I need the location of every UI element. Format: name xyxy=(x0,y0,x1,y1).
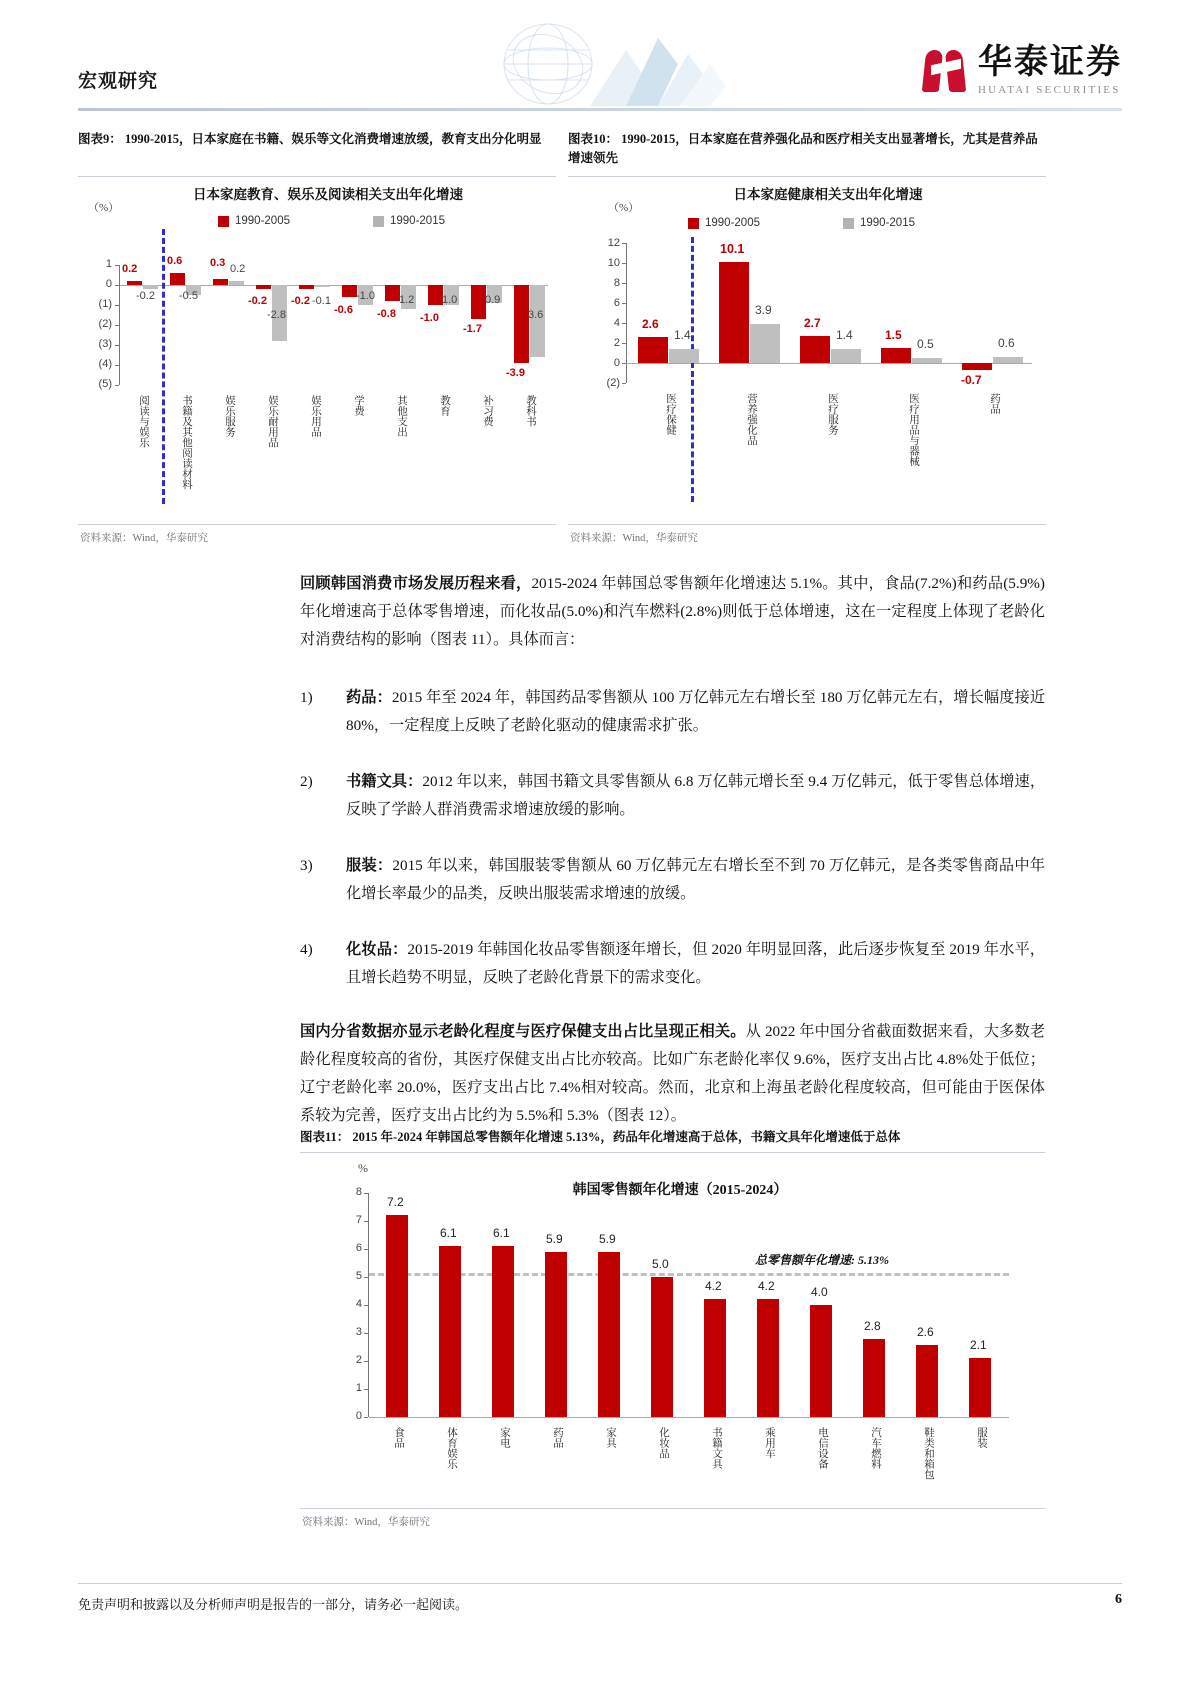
exhibit-10-caption: 图表10： 1990-2015，日本家庭在营养强化品和医疗相关支出显著增长，尤其是营养品增速领先 xyxy=(568,132,1038,166)
bar-value-label: 4.2 xyxy=(758,1279,775,1293)
exhibit-10-source-row xyxy=(568,524,1046,545)
exhibit-9-source: 资料来源：Wind，华泰研究 xyxy=(80,533,208,544)
paragraph-province-analysis xyxy=(300,1018,1045,1131)
legend-label-1: 1990-2005 xyxy=(705,217,760,229)
bar-gray xyxy=(993,357,1023,363)
exhibit-9-chart-title: 日本家庭教育、娱乐及阅读相关支出年化增速 xyxy=(193,187,463,202)
exhibit-11-zero-line xyxy=(369,1417,1009,1418)
bar-red xyxy=(439,1246,461,1417)
bar-value-label: 5.0 xyxy=(652,1257,669,1271)
exhibit-10-chart-title: 日本家庭健康相关支出年化增速 xyxy=(733,187,923,202)
exhibit-11-cat-8: 乘用车 xyxy=(764,1427,775,1459)
bar-gray xyxy=(143,285,158,289)
bar-red xyxy=(471,285,486,319)
bar-value-label: -0.2 xyxy=(248,295,267,307)
exhibit-9-ytick-1: 1 xyxy=(105,258,112,270)
exhibit-9-cat-10: 教科书 xyxy=(525,395,536,427)
exhibit-11-ytick-6: 6 xyxy=(355,1242,362,1254)
exhibit-10-y-axis xyxy=(626,243,627,383)
list-item-2-text: 2012 年以来，韩国书籍文具零售额从 6.8 万亿韩元增长至 9.4 万亿韩元，低于零售总体增速，反映了学龄人群消费需求增速放缓的影响。 xyxy=(346,773,1046,819)
paragraph-lead-bold: 回顾韩国消费市场发展历程来看， xyxy=(300,575,532,592)
exhibit-10-chart-area xyxy=(568,176,1046,525)
exhibit-9-ytick-n2: (2) xyxy=(98,318,112,330)
bar-red xyxy=(385,285,400,301)
bar-red xyxy=(299,285,314,289)
exhibit-9-ytick-0: 0 xyxy=(105,278,112,290)
bar-value-label: 1.4 xyxy=(674,328,691,342)
bar-gray xyxy=(229,281,244,285)
exhibit-10-cat-5: 药品 xyxy=(989,393,1000,414)
footer-divider xyxy=(78,1583,1122,1584)
exhibit-11-cat-10: 汽车燃料 xyxy=(870,1427,881,1469)
exhibit-9-ytick-n5: (5) xyxy=(98,378,112,390)
bar-red xyxy=(810,1305,832,1417)
bar-value-label: -0.7 xyxy=(961,373,982,387)
exhibit-9-source-row xyxy=(78,524,556,545)
exhibit-10-ytick-n2: (2) xyxy=(606,377,620,389)
bar-value-label: 3.6 xyxy=(528,309,544,321)
list-item-1-text: 2015 年至 2024 年，韩国药品零售额从 100 万亿韩元左右增长至 180 万亿韩元左右，增长幅度接近 80%，一定程度上反映了老龄化驱动的健康需求扩张。 xyxy=(346,689,1046,735)
list-item-3-bold: 服装： xyxy=(346,857,393,874)
exhibit-11-ytick-8: 8 xyxy=(355,1186,362,1198)
exhibit-10-ytick-12: 12 xyxy=(607,237,620,249)
list-item-3 xyxy=(300,852,1045,908)
bar-red xyxy=(638,337,668,363)
exhibit-9-cat-8: 教育 xyxy=(439,395,450,416)
brand-name-en: HUATAI SECURITIES xyxy=(978,84,1121,96)
exhibit-10-cat-4: 医疗用品与器械 xyxy=(908,393,919,467)
exhibit-10 xyxy=(568,130,1046,169)
bar-value-label: 6.1 xyxy=(440,1226,457,1240)
page-number: 6 xyxy=(1115,1592,1122,1607)
paragraph-2-lead-bold: 国内分省数据亦显示老龄化程度与医疗保健支出占比呈现正相关。 xyxy=(300,1023,746,1040)
bar-value-label: 1.2 xyxy=(399,294,415,306)
bar-value-label: 0.3 xyxy=(210,257,226,269)
bar-gray xyxy=(315,285,330,287)
paragraph-2-text: 从 2022 年中国分省截面数据来看，大多数老龄化程度较高的省份，其医疗保健支出占比亦较高。比如广东老龄化率仅 9.6%，医疗支出占比 4.8%处于低位；辽宁老龄化率 20.0%，医疗支出占比 7.4%相对较高。然而，北京和上海虽老龄化程度较高，但可能由于医保体系较为完善，医疗支出占比约为 5.5%和 5.3%（图表 12）。 xyxy=(300,1023,1046,1125)
legend-swatch-red xyxy=(688,218,699,229)
bar-value-label: 0.2 xyxy=(122,263,138,275)
list-item-3-number: 3) xyxy=(300,857,313,874)
exhibit-11-cat-4: 药品 xyxy=(552,1427,563,1448)
page-header xyxy=(0,0,1200,120)
bar-value-label: 10.1 xyxy=(720,242,745,256)
bar-value-label: -0.8 xyxy=(377,308,396,320)
list-item-4 xyxy=(300,936,1045,992)
legend-label-2: 1990-2015 xyxy=(390,215,445,227)
exhibit-11-ytick-0: 0 xyxy=(355,1410,362,1422)
bar-value-label: 2.8 xyxy=(864,1319,881,1333)
exhibit-9-ytick-n1: (1) xyxy=(98,298,112,310)
exhibit-9-cat-6: 学费 xyxy=(353,395,364,416)
bar-gray xyxy=(530,285,545,357)
exhibit-11-cat-11: 鞋类和箱包 xyxy=(923,1427,934,1480)
bar-red xyxy=(545,1252,567,1417)
exhibit-10-legend-series-1 xyxy=(688,217,760,229)
exhibit-9-ytick-n3: (3) xyxy=(98,338,112,350)
bar-red xyxy=(514,285,529,363)
exhibit-11-ytick-2: 2 xyxy=(355,1354,362,1366)
bar-red xyxy=(704,1299,726,1417)
bar-value-label: 0.9 xyxy=(485,294,501,306)
bar-value-label: -1.7 xyxy=(463,323,482,335)
bar-gray xyxy=(912,358,942,363)
exhibit-9-caption: 图表9： 1990-2015，日本家庭在书籍、娱乐等文化消费增速放缓，教育支出分化明显 xyxy=(78,132,542,146)
legend-label-1: 1990-2005 xyxy=(235,215,290,227)
exhibit-10-ytick-2: 2 xyxy=(613,337,620,349)
legend-label-2: 1990-2015 xyxy=(860,217,915,229)
exhibit-11-ytick-7: 7 xyxy=(355,1214,362,1226)
bar-red xyxy=(598,1252,620,1417)
exhibit-10-y-unit: （%） xyxy=(608,202,640,214)
exhibit-10-ytick-6: 6 xyxy=(613,297,620,309)
exhibit-10-ytick-8: 8 xyxy=(613,277,620,289)
bar-red xyxy=(969,1358,991,1417)
company-logo xyxy=(924,46,1122,96)
bar-red xyxy=(428,285,443,305)
bar-value-label: 0.6 xyxy=(167,255,183,267)
bar-red xyxy=(962,363,992,370)
bar-value-label: 4.0 xyxy=(811,1285,828,1299)
exhibit-9-cat-4: 娱乐耐用品 xyxy=(267,395,278,448)
bar-value-label: 2.6 xyxy=(642,317,659,331)
bar-value-label: -0.1 xyxy=(312,295,331,307)
bar-value-label: 3.9 xyxy=(755,303,772,317)
bar-value-label: 0.5 xyxy=(917,337,934,351)
bar-gray xyxy=(669,349,699,363)
exhibit-10-source: 资料来源：Wind，华泰研究 xyxy=(570,533,698,544)
report-category: 宏观研究 xyxy=(78,71,159,92)
list-item-4-text: 2015-2019 年韩国化妆品零售额逐年增长，但 2020 年明显回落，此后逐步恢复至 2019 年水平，且增长趋势不明显，反映了老龄化背景下的需求变化。 xyxy=(346,941,1045,987)
bar-red xyxy=(170,273,185,285)
bar-value-label: -1.0 xyxy=(356,290,375,302)
exhibit-11-cat-1: 食品 xyxy=(393,1427,404,1448)
exhibit-11-cat-9: 电信设备 xyxy=(817,1427,828,1469)
bar-red xyxy=(492,1246,514,1417)
exhibit-11-ytick-4: 4 xyxy=(355,1298,362,1310)
bar-value-label: 5.9 xyxy=(546,1232,563,1246)
exhibit-9-legend-series-2 xyxy=(373,215,445,227)
exhibit-9-legend-series-1 xyxy=(218,215,290,227)
bar-value-label: 7.2 xyxy=(387,1195,404,1209)
list-item-3-text: 2015 年以来，韩国服装零售额从 60 万亿韩元左右增长至不到 70 万亿韩元，是各类零售商品中年化增长率最少的品类，反映出服装需求增速的放缓。 xyxy=(346,857,1046,903)
bar-value-label: -1.0 xyxy=(420,312,439,324)
bar-gray xyxy=(750,324,780,363)
exhibit-10-cat-2: 营养强化品 xyxy=(746,393,757,446)
list-item-2 xyxy=(300,768,1045,824)
list-item-1-bold: 药品： xyxy=(346,689,392,706)
exhibit-10-ytick-4: 4 xyxy=(613,317,620,329)
paragraph-text: 2015-2024 年韩国总零售额年化增速达 5.1%。其中，食品(7.2%)和药品(5.9%)年化增速高于总体零售增速，而化妆品(5.0%)和汽车燃料(2.8%)则低于总体增速，这在一定程度上体现了老龄化对消费结构的影响（图表 11）。具体而言： xyxy=(300,575,1045,649)
bar-value-label: 5.9 xyxy=(599,1232,616,1246)
bar-value-label: -3.9 xyxy=(506,367,525,379)
bar-red xyxy=(863,1339,885,1417)
paragraph-korea-overview xyxy=(300,570,1045,654)
bar-red xyxy=(213,279,228,285)
footer-disclaimer: 免责声明和披露以及分析师声明是报告的一部分，请务必一起阅读。 xyxy=(78,1597,469,1612)
exhibit-9-cat-1: 阅读与娱乐 xyxy=(138,395,149,448)
bar-value-label: 6.1 xyxy=(493,1226,510,1240)
exhibit-11-y-axis xyxy=(368,1193,369,1417)
bar-red xyxy=(386,1215,408,1417)
bar-value-label: -0.2 xyxy=(291,295,310,307)
exhibit-10-cat-3: 医疗服务 xyxy=(827,393,838,435)
bar-value-label: -2.8 xyxy=(267,309,286,321)
exhibit-11-ytick-5: 5 xyxy=(355,1270,362,1282)
bar-gray xyxy=(831,349,861,363)
brand-name-cn: 华泰证券 xyxy=(978,44,1122,81)
bar-red xyxy=(651,1277,673,1417)
exhibit-11-ytick-1: 1 xyxy=(355,1382,362,1394)
bar-value-label: 2.1 xyxy=(970,1338,987,1352)
list-item-2-number: 2) xyxy=(300,773,313,790)
exhibit-9-divider-dashed-line xyxy=(162,229,165,504)
exhibit-9-chart-area xyxy=(78,176,556,525)
exhibit-11-chart-area xyxy=(300,1152,1045,1509)
list-item-1 xyxy=(300,684,1045,740)
list-item-4-bold: 化妆品： xyxy=(346,941,408,958)
exhibit-9-y-unit: （%） xyxy=(88,202,120,214)
header-decoration-graphic xyxy=(430,20,760,108)
exhibit-11-reference-line-label: 总零售额年化增速: 5.13% xyxy=(755,1253,889,1267)
legend-swatch-red xyxy=(218,216,229,227)
bar-value-label: 1.4 xyxy=(836,328,853,342)
bar-value-label: -0.2 xyxy=(136,290,155,302)
bar-value-label: 0.2 xyxy=(230,263,246,275)
bar-value-label: 0.6 xyxy=(998,336,1015,350)
bar-value-label: 1.0 xyxy=(442,294,458,306)
exhibit-9-ytick-n4: (4) xyxy=(98,358,112,370)
exhibit-11-cat-2: 体育娱乐 xyxy=(446,1427,457,1469)
exhibit-10-legend-series-2 xyxy=(843,217,915,229)
exhibit-9 xyxy=(78,130,556,149)
exhibit-11 xyxy=(300,1128,1045,1147)
exhibit-10-ytick-10: 10 xyxy=(607,257,620,269)
bar-value-label: -0.5 xyxy=(179,290,198,302)
bar-red xyxy=(342,285,357,297)
exhibit-11-reference-line xyxy=(369,1273,1009,1276)
exhibit-9-cat-5: 娱乐用品 xyxy=(310,395,321,437)
exhibit-10-cat-1: 医疗保健 xyxy=(665,393,676,435)
exhibit-11-cat-3: 家电 xyxy=(499,1427,510,1448)
huatai-logo-icon xyxy=(924,50,968,92)
bar-red xyxy=(800,336,830,363)
exhibit-9-cat-9: 补习费 xyxy=(482,395,493,427)
bar-value-label: 1.5 xyxy=(885,328,902,342)
bar-red xyxy=(881,348,911,363)
header-divider xyxy=(78,108,1122,111)
exhibit-11-chart-title: 韩国零售额年化增速（2015-2024） xyxy=(572,1183,788,1198)
exhibit-11-caption: 图表11： 2015 年-2024 年韩国总零售额年化增速 5.13%，药品年化增速高于总体，书籍文具年化增速低于总体 xyxy=(300,1130,901,1144)
exhibit-11-cat-6: 化妆品 xyxy=(658,1427,669,1459)
exhibit-9-y-axis xyxy=(119,265,120,385)
bar-red xyxy=(719,262,749,363)
bar-red xyxy=(256,285,271,289)
exhibit-9-cat-3: 娱乐服务 xyxy=(224,395,235,437)
legend-swatch-gray xyxy=(373,216,384,227)
list-item-1-number: 1) xyxy=(300,689,313,706)
bar-red xyxy=(757,1299,779,1417)
list-item-4-number: 4) xyxy=(300,941,313,958)
exhibit-10-ytick-0: 0 xyxy=(613,357,620,369)
exhibit-11-cat-7: 书籍文具 xyxy=(711,1427,722,1469)
bar-red xyxy=(127,281,142,285)
bar-value-label: 2.7 xyxy=(804,316,821,330)
bar-value-label: 4.2 xyxy=(705,1279,722,1293)
exhibit-11-ytick-3: 3 xyxy=(355,1326,362,1338)
exhibit-9-cat-2: 书籍及其他阅读材料 xyxy=(181,395,192,490)
legend-swatch-gray xyxy=(843,218,854,229)
exhibit-11-source: 资料来源：Wind，华泰研究 xyxy=(302,1517,430,1528)
exhibit-11-source-row xyxy=(300,1508,1045,1529)
exhibit-11-y-unit: % xyxy=(358,1161,368,1175)
bar-red xyxy=(916,1345,938,1417)
exhibit-11-cat-5: 家具 xyxy=(605,1427,616,1448)
bar-value-label: 2.6 xyxy=(917,1325,934,1339)
exhibit-11-cat-12: 服装 xyxy=(976,1427,987,1448)
exhibit-9-cat-7: 其他支出 xyxy=(396,395,407,437)
bar-value-label: -0.6 xyxy=(334,304,353,316)
exhibit-10-divider-dashed-line xyxy=(691,237,694,502)
list-item-2-bold: 书籍文具： xyxy=(346,773,423,790)
